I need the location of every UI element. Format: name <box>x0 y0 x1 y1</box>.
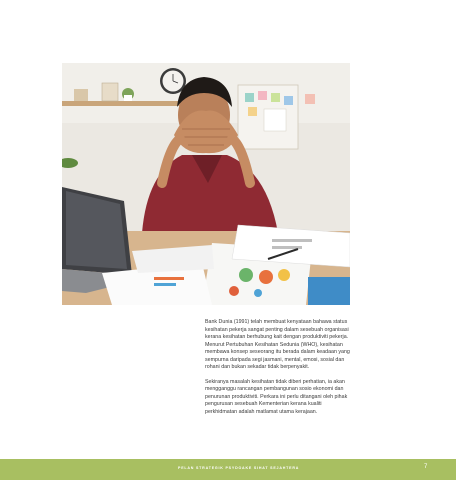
photo-illustration <box>62 63 350 305</box>
article-body <box>205 319 353 424</box>
stressed-worker-photo <box>62 63 350 305</box>
page-number: 7 <box>424 464 428 470</box>
paragraph-1: Bank Dunia (1991) telah membuat kenyataan bahawa status kesihatan pekerja sangat penting dalam sesebuah organisasi kerana kesihatan berhubung kait dengan produktiviti pekerja. Menurut Pertubuhan Kesihatan Sedunia (WHO), kesihatan membawa konsep seseorang itu berada dalam keadaan yang sempurna daripada segi jasmani, mental, emosi, sosial dan rohani dan bukan sekadar tidak berpenyakit. <box>205 319 350 371</box>
footer-title: PELAN STRATEGIK PSYDOAKE SIHAT SEJAHTERA <box>178 466 300 470</box>
footer-band <box>0 459 456 480</box>
paragraph-2: Sekiranya masalah kesihatan tidak diberi perhatian, ia akan mengganggu rancangan pembangunan sosio ekonomi dan penurunan produktiviti. Perkara ini perlu ditangani oleh pihak pengurusan sesebuah Kementerian kerana kualiti perkhidmatan adalah matlamat utama kerajaan. <box>205 378 348 416</box>
